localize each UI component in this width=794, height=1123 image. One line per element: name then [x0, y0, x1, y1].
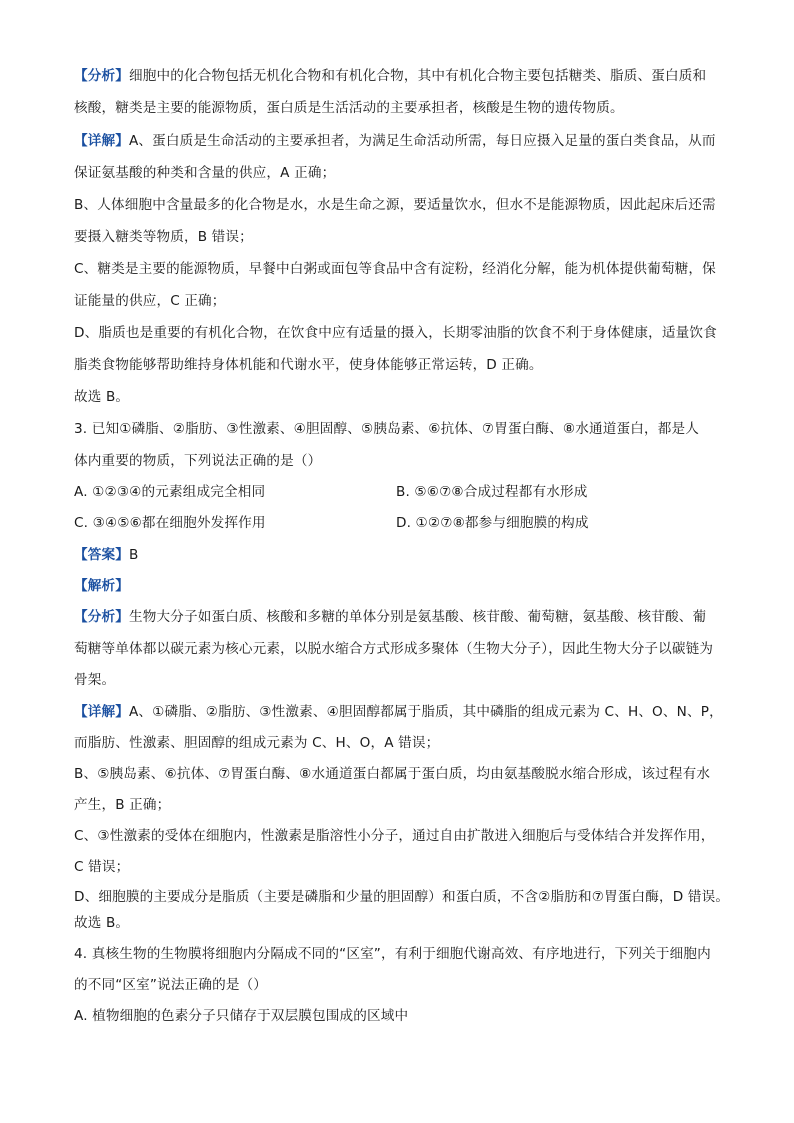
detail-1-line-6: 证能量的供应，C 正确；	[74, 293, 226, 309]
conclusion-2: 故选 B。	[74, 915, 130, 931]
question-4-stem-line-1: 4. 真核生物的生物膜将细胞内分隔成不同的“区室”，有利于细胞代谢高效、有序地进行，下列关于细胞内	[74, 946, 711, 962]
analysis-tag: 【分析】	[74, 609, 129, 625]
question-3-option-b: B. ⑤⑥⑦⑧合成过程都有水形成	[396, 484, 588, 500]
answer-line	[74, 545, 724, 565]
detail-1-line-7: D、脂质也是重要的有机化合物，在饮食中应有适量的摄入，长期零油脂的饮食不利于身体健康，适量饮食	[74, 325, 717, 341]
explanation-tag: 【解析】	[74, 578, 129, 594]
explanation-heading	[74, 576, 724, 596]
detail-2-line-6: C 错误；	[74, 859, 130, 875]
conclusion-1: 故选 B。	[74, 389, 130, 405]
detail-1-line-1: 【详解】A、蛋白质是生命活动的主要承担者，为满足生命活动所需，每日应摄入足量的蛋白类食品，从而	[74, 133, 716, 149]
detail-tag: 【详解】	[74, 133, 129, 149]
detail-1-line-2: 保证氨基酸的种类和含量的供应，A 正确；	[74, 165, 336, 181]
detail-2-line-4: 产生，B 正确；	[74, 797, 171, 813]
analysis-2-line-1: 【分析】生物大分子如蛋白质、核酸和多糖的单体分别是氨基酸、核苷酸、葡萄糖，氨基酸、核苷酸、葡	[74, 609, 707, 625]
detail-2-line-5: C、③性激素的受体在细胞内，性激素是脂溶性小分子，通过自由扩散进入细胞后与受体结合并发挥作用，	[74, 828, 715, 844]
detail-1-line-4: 要摄入糖类等物质，B 错误；	[74, 229, 253, 245]
detail-1-line-8: 脂类食物能够帮助维持身体机能和代谢水平，使身体能够正常运转，D 正确。	[74, 357, 543, 373]
detail-2-line-7: D、细胞膜的主要成分是脂质（主要是磷脂和少量的胆固醇）和蛋白质，不含②脂肪和⑦胃蛋白酶，D 错误。	[74, 889, 730, 905]
question-3-stem-line-1: 3. 已知①磷脂、②脂肪、③性激素、④胆固醇、⑤胰岛素、⑥抗体、⑦胃蛋白酶、⑧水通道蛋白，都是人	[74, 421, 699, 437]
analysis-1-line-2: 核酸，糖类是主要的能源物质，蛋白质是生活活动的主要承担者，核酸是生物的遗传物质。	[74, 100, 624, 116]
answer-tag: 【答案】	[74, 547, 129, 563]
question-3-option-a: A. ①②③④的元素组成完全相同	[74, 484, 266, 500]
question-4-stem-line-2: 的不同“区室”说法正确的是（）	[74, 977, 268, 993]
analysis-tag: 【分析】	[74, 68, 129, 84]
question-4-option-a: A. 植物细胞的色素分子只储存于双层膜包围成的区域中	[74, 1008, 409, 1024]
answer-value: B	[128, 547, 139, 563]
detail-2-line-2: 而脂肪、性激素、胆固醇的组成元素为 C、H、O，A 错误；	[74, 735, 440, 751]
question-3-stem-line-2: 体内重要的物质，下列说法正确的是（）	[74, 453, 322, 469]
analysis-2-line-3: 骨架。	[74, 672, 116, 688]
detail-2-line-3: B、⑤胰岛素、⑥抗体、⑦胃蛋白酶、⑧水通道蛋白都属于蛋白质，均由氨基酸脱水缩合形成，该过程有水	[74, 766, 711, 782]
detail-2-line-1: 【详解】A、①磷脂、②脂肪、③性激素、④胆固醇都属于脂质，其中磷脂的组成元素为 C、H、O、N、P，	[74, 704, 723, 720]
detail-tag: 【详解】	[74, 704, 129, 720]
question-3-option-d: D. ①②⑦⑧都参与细胞膜的构成	[396, 515, 589, 531]
question-3-option-c: C. ③④⑤⑥都在细胞外发挥作用	[74, 515, 266, 531]
detail-1-line-3: B、人体细胞中含量最多的化合物是水，水是生命之源，要适量饮水，但水不是能源物质，因此起床后还需	[74, 197, 716, 213]
detail-1-line-5: C、糖类是主要的能源物质，早餐中白粥或面包等食品中含有淀粉，经消化分解，能为机体提供葡萄糖，保	[74, 261, 716, 277]
analysis-2-line-2: 萄糖等单体都以碳元素为核心元素，以脱水缩合方式形成多聚体（生物大分子），因此生物大分子以碳链为	[74, 641, 714, 657]
analysis-1-line-1: 【分析】细胞中的化合物包括无机化合物和有机化合物，其中有机化合物主要包括糖类、脂质、蛋白质和	[74, 68, 707, 84]
